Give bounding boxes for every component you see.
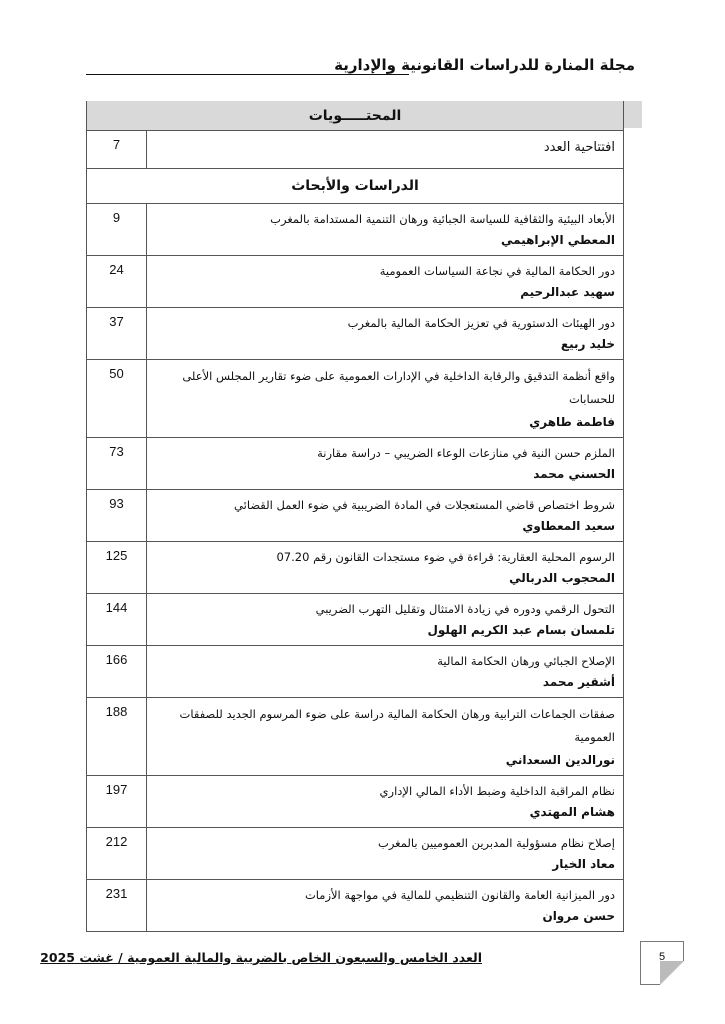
toc-entry-row [87, 542, 624, 594]
toc-entry-title: صفقات الجماعات الترابية ورهان الحكامة المالية دراسة على ضوء المرسوم الجديد للصفقات العمومية [179, 707, 615, 744]
toc-entry-page: 50 [87, 360, 147, 438]
toc-entry-page: 188 [87, 698, 147, 776]
toc-entry-author: حسن مروان [542, 909, 615, 923]
toc-entry-page: 166 [87, 646, 147, 698]
toc-entry-row [87, 828, 624, 880]
toc-entry-author: المحجوب الدربالي [509, 571, 615, 585]
toc-entry-author: تلمسان بسام عبد الكريم الهلول [427, 623, 615, 637]
toc-entry-author: أشقير محمد [542, 675, 615, 689]
toc-section-heading: الدراسات والأبحاث [87, 169, 624, 204]
toc-entry-row [87, 360, 624, 438]
toc-entry-row [87, 204, 624, 256]
toc-entry-title: نظام المراقبة الداخلية وضبط الأداء المالي الإداري [379, 784, 615, 798]
toc-entry-row [87, 698, 624, 776]
toc-entry-page: 212 [87, 828, 147, 880]
toc-entry-row [87, 308, 624, 360]
toc-entry-row [87, 594, 624, 646]
toc-entry-page: 37 [87, 308, 147, 360]
toc-entry-page: 231 [87, 880, 147, 932]
toc-entry-row [87, 256, 624, 308]
toc-entry-author: فاطمة طاهري [529, 415, 615, 429]
header-shade [623, 101, 642, 128]
toc-entry-author: المعطي الإبراهيمي [501, 233, 615, 247]
toc-entry-title: التحول الرقمي ودوره في زيادة الامتثال وتقليل التهرب الضريبي [315, 602, 615, 616]
toc-entry-author: سهيد عبدالرحيم [520, 285, 615, 299]
toc-entry-title: دور الميزانية العامة والقانون التنظيمي للمالية في مواجهة الأزمات [304, 888, 615, 902]
table-of-contents [86, 101, 624, 932]
toc-entry-title: شروط اختصاص قاضي المستعجلات في المادة الضريبية في ضوء العمل القضائي [234, 498, 615, 512]
toc-entry-author: سعيد المعطاوي [522, 519, 615, 533]
toc-entry-page: 24 [87, 256, 147, 308]
header-rule [86, 74, 409, 75]
toc-entry-row [87, 776, 624, 828]
toc-entry-author: خليد ربيع [560, 337, 615, 351]
toc-entry-title: الأبعاد البيئية والثقافية للسياسة الجبائية ورهان التنمية المستدامة بالمغرب [270, 212, 615, 226]
toc-entry-page: 125 [87, 542, 147, 594]
toc-entry-page: 197 [87, 776, 147, 828]
toc-entry-row [87, 438, 624, 490]
toc-intro-row [87, 131, 624, 169]
toc-entry-author: معاد الخيار [552, 857, 615, 871]
toc-entry-author: هشام المهتدي [529, 805, 615, 819]
page-curl-icon [660, 961, 684, 985]
toc-entry-title: الرسوم المحلية العقارية: قراءة في ضوء مستجدات القانون رقم 07.20 [276, 550, 615, 564]
toc-entry-title: الإصلاح الجبائي ورهان الحكامة المالية [437, 654, 615, 668]
toc-entry-page: 144 [87, 594, 147, 646]
toc-entry-row [87, 490, 624, 542]
toc-entry-title: واقع أنظمة التدقيق والرقابة الداخلية في الإدارات العمومية على ضوء تقارير المجلس الأعلى للحسابات [182, 369, 615, 406]
toc-entry-row [87, 880, 624, 932]
toc-entry-row [87, 646, 624, 698]
issue-footer: العدد الخامس والسبعون الخاص بالضريبة والمالية العمومية / غشت 2025 [40, 950, 482, 965]
toc-entry-author: نورالدين السعداني [505, 753, 615, 767]
page-number: 5 [658, 951, 666, 963]
toc-entry-title: إصلاح نظام مسؤولية المدبرين العموميين بالمغرب [378, 836, 615, 850]
toc-entry-title: دور الهيئات الدستورية في تعزيز الحكامة المالية بالمغرب [347, 316, 615, 330]
toc-entry-page: 9 [87, 204, 147, 256]
toc-heading: المحتـــــويات [87, 101, 624, 131]
toc-entry-author: الحسني محمد [533, 467, 615, 481]
toc-heading-row [87, 101, 624, 131]
toc-entry-page: 73 [87, 438, 147, 490]
toc-entry-title: الملزم حسن النية في منازعات الوعاء الضريبي – دراسة مقارنة [317, 446, 615, 460]
toc-entries [87, 204, 624, 932]
toc-intro-page: 7 [87, 131, 147, 169]
toc-section-row [87, 169, 624, 204]
journal-title: مجلة المنارة للدراسات القانونية والإدارية [334, 56, 635, 74]
toc-intro-title: افتتاحية العدد [543, 140, 615, 155]
toc-entry-page: 93 [87, 490, 147, 542]
toc-entry-title: دور الحكامة المالية في نجاعة السياسات العمومية [379, 264, 615, 278]
page-number-box [640, 941, 684, 985]
